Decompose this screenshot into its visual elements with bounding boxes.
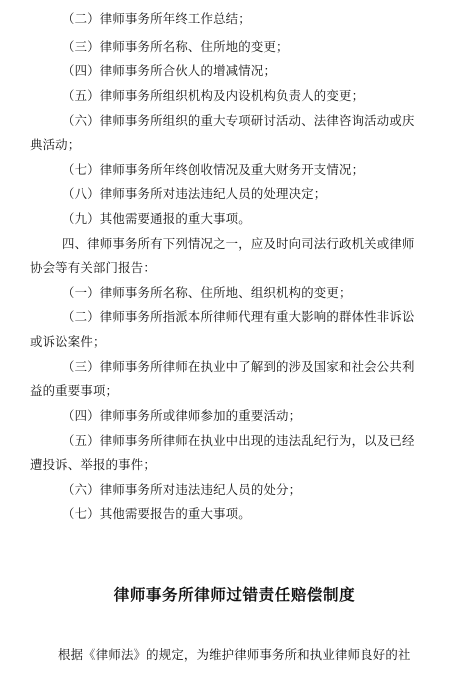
text-line: 益的重要事项； — [30, 383, 119, 398]
text-line: （七）律师事务所年终创收情况及重大财务开支情况； — [62, 162, 365, 177]
text-line: 或诉讼案件； — [30, 334, 106, 349]
text-line: （九）其他需要通报的重大事项。 — [62, 211, 251, 226]
text-line: （四）律师事务所合伙人的增减情况； — [62, 63, 277, 78]
text-line: 遭投诉、举报的事件； — [30, 457, 156, 472]
text-line: （六）律师事务所组织的重大专项研讨活动、法律咨询活动或庆 — [62, 113, 415, 128]
text-line: 协会等有关部门报告： — [30, 260, 156, 275]
text-line: 根据《律师法》的规定，为维护律师事务所和执业律师良好的社 — [58, 647, 411, 662]
text-line: （二）律师事务所指派本所律师代理有重大影响的群体性非诉讼 — [62, 309, 415, 324]
text-line: （四）律师事务所或律师参加的重要活动； — [62, 408, 302, 423]
text-line: （三）律师事务所律师在执业中了解到的涉及国家和社会公共利 — [62, 359, 415, 374]
text-line: （五）律师事务所组织机构及内设机构负责人的变更； — [62, 88, 365, 103]
text-line: 典活动； — [30, 137, 81, 152]
text-line: 四、律师事务所有下列情况之一，应及时向司法行政机关或律师 — [62, 236, 415, 251]
text-line: （八）律师事务所对违法违纪人员的处理决定； — [62, 186, 327, 201]
text-line: （五）律师事务所律师在执业中出现的违法乱纪行为，以及已经 — [62, 433, 415, 448]
section-title: 律师事务所律师过错责任赔偿制度 — [113, 586, 356, 604]
text-line: （三）律师事务所名称、住所地的变更； — [62, 39, 289, 54]
text-line: （一）律师事务所名称、住所地、组织机构的变更； — [62, 285, 352, 300]
text-line: （二）律师事务所年终工作总结； — [62, 11, 251, 26]
text-line: （六）律师事务所对违法违纪人员的处分； — [62, 482, 302, 497]
text-line: （七）其他需要报告的重大事项。 — [62, 506, 251, 521]
